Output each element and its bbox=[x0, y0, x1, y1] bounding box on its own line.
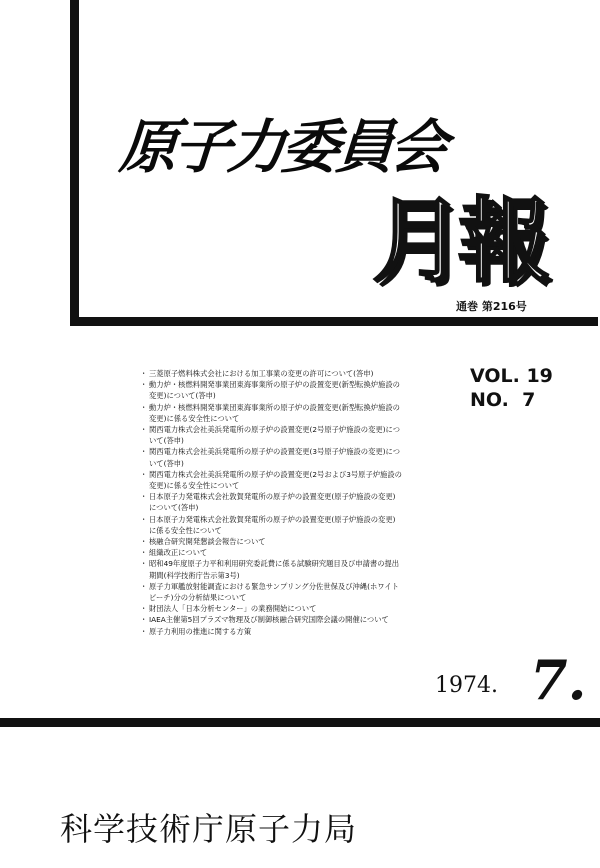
contents-item: ・ IAEA主催第5回プラズマ物理及び制御核融合研究国際会議の開催について bbox=[140, 614, 402, 625]
masthead-title-line1: 原子力委員会 bbox=[117, 113, 447, 181]
contents-item: ・ 原子力軍艦放射能調査における緊急サンプリング分佐世保及び沖縄(ホワイトビーチ)分の分析結果について bbox=[140, 581, 402, 603]
volume-label: VOL. 19 bbox=[470, 365, 553, 387]
contents-item: ・ 関西電力株式会社美浜発電所の原子炉の設置変更(2号および3号原子炉施設の変更)に係る安全性について bbox=[140, 469, 402, 491]
contents-item: ・ 三菱原子燃料株式会社における加工事業の変更の許可について(答申) bbox=[140, 368, 402, 379]
contents-item: ・ 原子力利用の推進に関する方策 bbox=[140, 626, 402, 637]
issue-month: 7. bbox=[530, 648, 587, 712]
issue-number: 通巻 第216号 bbox=[456, 300, 527, 313]
contents-item: ・ 昭和49年度原子力平和利用研究委託費に係る試験研究題目及び申請書の提出期間(科学技術庁告示第3号) bbox=[140, 558, 402, 580]
masthead-title-line2: 月報 bbox=[372, 188, 545, 295]
contents-item: ・ 関西電力株式会社美浜発電所の原子炉の設置変更(2号原子炉施設の変更)について(答申) bbox=[140, 424, 402, 446]
publisher-name: 科学技術庁原子力局 bbox=[60, 810, 358, 848]
volume-block bbox=[470, 364, 553, 412]
contents-item: ・ 動力炉・核燃料開発事業団東海事業所の原子炉の設置変更(新型転換炉施設の変更)に係る安全性について bbox=[140, 402, 402, 424]
contents-item: ・ 財団法人「日本分析センター」の業務開始について bbox=[140, 603, 402, 614]
contents-item: ・ 核融合研究開発懇談会報告について bbox=[140, 536, 402, 547]
contents-item: ・ 日本原子力発電株式会社敦賀発電所の原子炉の設置変更(原子炉施設の変更)について(答申) bbox=[140, 491, 402, 513]
contents-item: ・ 動力炉・核燃料開発事業団東海事業所の原子炉の設置変更(新型転換炉施設の変更)について(答申) bbox=[140, 379, 402, 401]
issue-year: 1974. bbox=[435, 673, 498, 698]
contents-item: ・ 関西電力株式会社美浜発電所の原子炉の設置変更(3号原子炉施設の変更)について(答申) bbox=[140, 446, 402, 468]
contents-item: ・ 組織改正について bbox=[140, 547, 402, 558]
contents-item: ・ 日本原子力発電株式会社敦賀発電所の原子炉の設置変更(原子炉施設の変更)に係る安全性について bbox=[140, 514, 402, 536]
contents-list bbox=[140, 368, 402, 637]
number-label: NO. 7 bbox=[470, 389, 536, 411]
